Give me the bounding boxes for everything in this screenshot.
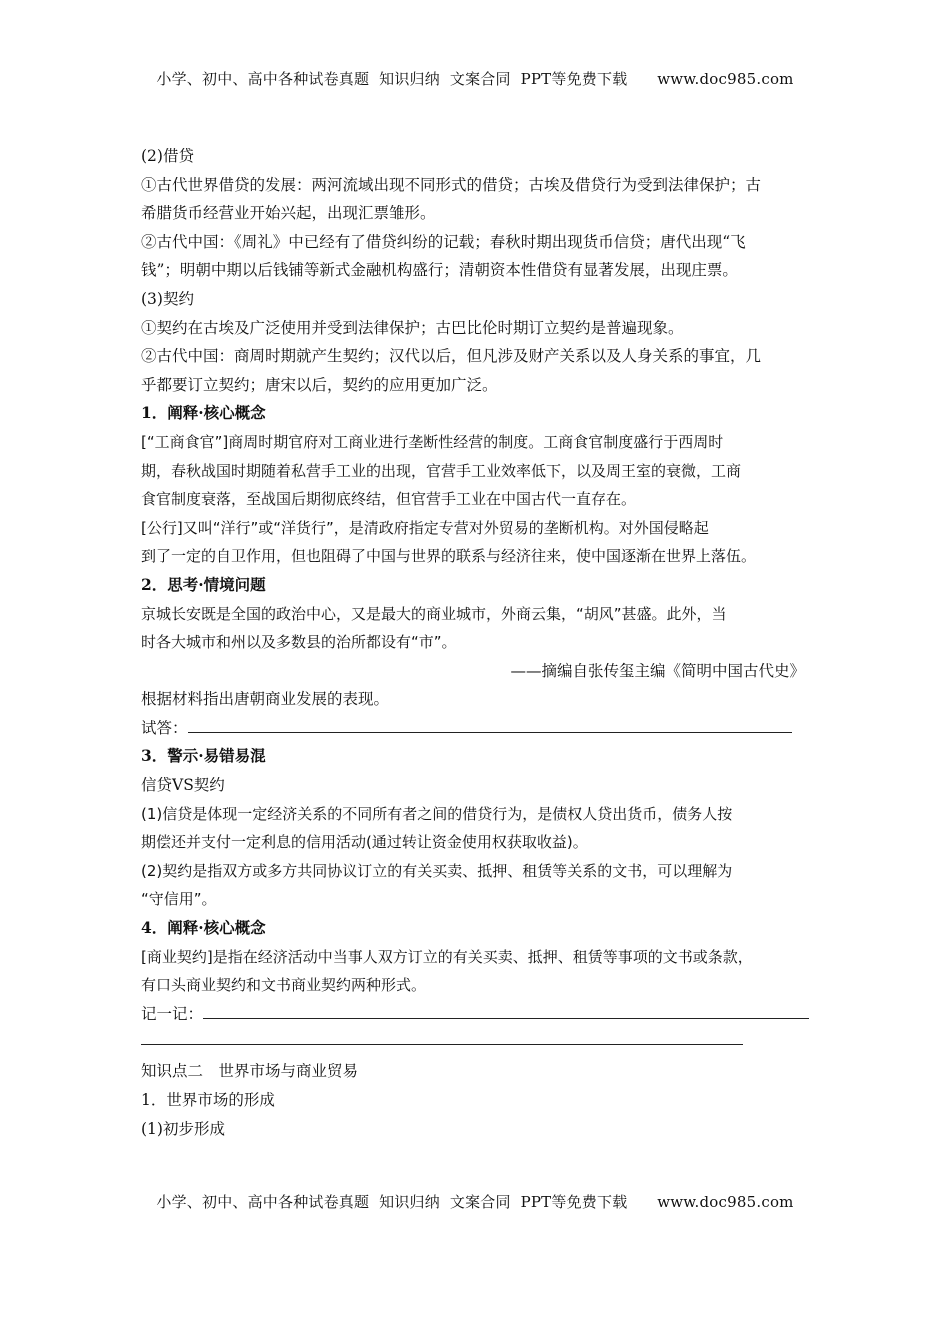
subheading-initial: (1)初步形成: [141, 1119, 225, 1138]
section-heading-1: 1．阐释·核心概念: [141, 403, 266, 423]
concept-line: 有口头商业契约和文书商业契约两种形式。: [141, 976, 427, 995]
material-line: 京城长安既是全国的政治中心，又是最大的商业城市，外商云集，“胡风”甚盛。此外，当: [141, 604, 727, 623]
material-line: 时各大城市和州以及多数县的治所都设有“市”。: [141, 633, 457, 652]
compare-line: “守信用”。: [141, 890, 217, 909]
subheading-world-market: 1．世界市场的形成: [141, 1091, 275, 1109]
material-source: ——摘编自张传玺主编《简明中国古代史》: [510, 661, 805, 680]
text-line: 乎都要订立契约；唐宋以后，契约的应用更加广泛。: [141, 375, 498, 394]
text-line: 希腊货币经营业开始兴起，出现汇票雏形。: [141, 204, 436, 223]
concept-line: [公行]又叫“洋行”或“洋货行”，是清政府指定专营对外贸易的垄断机构。对外国侵略起: [141, 518, 709, 537]
section-heading-2: 2．思考·情境问题: [141, 574, 266, 594]
concept-line: [商业契约]是指在经济活动中当事人双方订立的有关买卖、抵押、租赁等事项的文书或条款，: [141, 947, 753, 966]
compare-title: 信贷VS契约: [141, 776, 225, 795]
text-line: ②古代中国：商周时期就产生契约；汉代以后，但凡涉及财产关系以及人身关系的事宜，几: [141, 347, 762, 366]
text-line: ②古代中国：《周礼》中已经有了借贷纠纷的记载；春秋时期出现货币信贷；唐代出现“飞: [141, 232, 746, 251]
answer-label: 试答：: [141, 718, 188, 737]
text-line: 钱”；明朝中期以后钱铺等新式金融机构盛行；清朝资本性借贷有显著发展，出现庄票。: [141, 261, 738, 280]
knowledge-point-heading: 知识点二 世界市场与商业贸易: [141, 1062, 359, 1081]
document-body: [141, 142, 813, 1143]
text-line: ①契约在古埃及广泛使用并受到法律保护；古巴比伦时期订立契约是普遍现象。: [141, 318, 684, 337]
concept-line: [“工商食官”]商周时期官府对工商业进行垄断性经营的制度。工商食官制度盛行于西周时: [141, 432, 724, 451]
page-footer: 小学、初中、高中各种试卷真题 知识归纳 文案合同 PPT等免费下载 www.doc985.com: [156, 1193, 794, 1211]
answer-blank[interactable]: [188, 714, 792, 733]
concept-line: 食官制度衰落，至战国后期彻底终结，但官营手工业在中国古代一直存在。: [141, 490, 637, 509]
page-header: 小学、初中、高中各种试卷真题 知识归纳 文案合同 PPT等免费下载 www.doc985.com: [156, 70, 794, 88]
note-blank[interactable]: [203, 1000, 809, 1019]
text-line: ①古代世界借贷的发展：两河流域出现不同形式的借贷；古埃及借贷行为受到法律保护；古: [141, 175, 762, 194]
question-prompt: 根据材料指出唐朝商业发展的表现。: [141, 690, 390, 709]
concept-line: 到了一定的自卫作用，但也阻碍了中国与世界的联系与经济往来，使中国逐渐在世界上落伍。: [141, 547, 757, 566]
section-heading-4: 4．阐释·核心概念: [141, 918, 266, 938]
compare-line: (1)信贷是体现一定经济关系的不同所有者之间的借贷行为，是债权人贷出货币，债务人按: [141, 804, 733, 823]
note-label: 记一记：: [141, 1004, 204, 1023]
answer-row: [141, 714, 813, 743]
section-heading-3: 3．警示·易错易混: [141, 746, 266, 766]
compare-line: 期偿还并支付一定利息的信用活动(通过转让资金使用权获取收益)。: [141, 833, 588, 852]
note-blank-line-2[interactable]: [141, 1028, 743, 1045]
note-row: [141, 1000, 813, 1029]
concept-line: 期，春秋战国时期随着私营手工业的出现，官营手工业效率低下，以及周王室的衰微，工商: [141, 461, 742, 480]
compare-line: (2)契约是指双方或多方共同协议订立的有关买卖、抵押、租赁等关系的文书，可以理解为: [141, 861, 733, 880]
heading-loans: (2)借贷: [141, 147, 194, 165]
heading-contract: (3)契约: [141, 289, 194, 308]
